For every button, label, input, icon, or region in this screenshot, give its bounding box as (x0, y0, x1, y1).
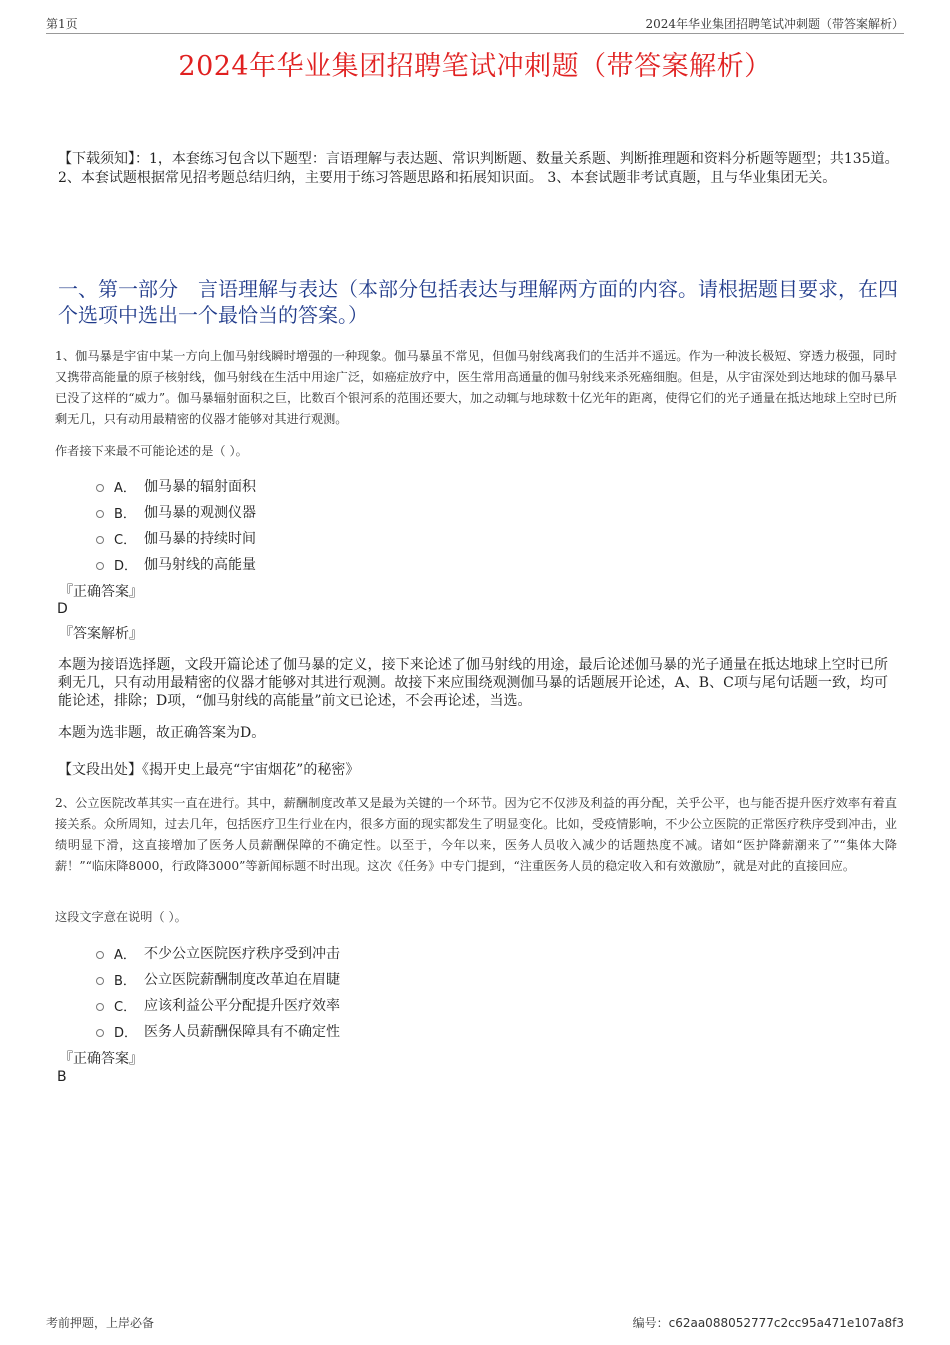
option-text: 医务人员薪酬保障具有不确定性 (144, 1024, 340, 1040)
question-1-option-a[interactable] (96, 473, 256, 499)
question-1-source: 【文段出处】《揭开史上最亮“宇宙烟花”的秘密》 (58, 762, 360, 778)
option-letter: B． (114, 973, 136, 989)
question-1-options (96, 473, 256, 577)
option-text: 伽马射线的高能量 (144, 557, 256, 573)
question-1-option-c[interactable] (96, 525, 256, 551)
header-rule (46, 33, 904, 34)
question-2-passage: 2、公立医院改革其实一直在进行。其中，薪酬制度改革又是最为关键的一个环节。因为它不仅涉及利益的再分配，关乎公平，也与能否提升医疗效率有着直接关系。众所周知，过去几年，包括医疗卫生行业在内，很多方面的现实都发生了明显变化。比如，受疫情影响，不少公立医院的正常医疗秩序受到冲击，业绩明显下滑，这直接增加了医务人员薪酬保障的不确定性。以至于，今年以来，医务人员收入减少的话题热度不减。诸如“医护降薪潮来了”“集体大降薪！”“临床降8000，行政降3000”等新闻标题不时出现。这次《任务》中专门提到，“注重医务人员的稳定收入和有效激励”，就是对此的直接回应。 (55, 796, 897, 873)
footer-code (633, 1314, 904, 1331)
option-text: 伽马暴的辐射面积 (144, 479, 256, 495)
question-1-conclusion: 本题为选非题，故正确答案为D。 (58, 725, 266, 741)
question-2-option-b[interactable] (96, 966, 340, 992)
question-1-option-b[interactable] (96, 499, 256, 525)
option-letter: C． (114, 999, 137, 1015)
question-2-answer-label: 『正确答案』 (59, 1051, 143, 1067)
question-1-answer-label: 『正确答案』 (59, 584, 143, 600)
radio-icon[interactable] (96, 536, 104, 544)
option-text: 公立医院薪酬制度改革迫在眉睫 (144, 972, 340, 988)
question-2-option-d[interactable] (96, 1018, 340, 1044)
question-2-answer: B (57, 1069, 67, 1085)
option-text: 不少公立医院医疗秩序受到冲击 (144, 946, 340, 962)
download-notice: 【下载须知】：1，本套练习包含以下题型：言语理解与表达题、常识判断题、数量关系题、判断推理题和资料分析题等题型；共135道。 2、本套试题根据常见招考题总结归纳，主要用于练习答题思路和拓展知识面。 3、本套试题非考试真题，且与华业集团无关。 (58, 151, 899, 186)
option-text: 伽马暴的持续时间 (144, 531, 256, 547)
running-header-title: 2024年华业集团招聘笔试冲刺题（带答案解析） (645, 17, 904, 31)
radio-icon[interactable] (96, 510, 104, 518)
question-1-stem: 作者接下来最不可能论述的是（ ）。 (55, 444, 248, 458)
radio-icon[interactable] (96, 562, 104, 570)
section-heading: 一、第一部分 言语理解与表达（本部分包括表达与理解两方面的内容。请根据题目要求，在四个选项中选出一个最恰当的答案。） (58, 277, 898, 327)
question-2-stem: 这段文字意在说明（ ）。 (55, 910, 187, 924)
page-number: 第1页 (46, 17, 78, 31)
footer-code-value: c62aa088052777c2cc95a471e107a8f3 (668, 1316, 904, 1330)
option-text: 伽马暴的观测仪器 (144, 505, 256, 521)
option-letter: D． (114, 1025, 138, 1041)
footer-slogan: 考前押题，上岸必备 (46, 1316, 155, 1330)
question-1-option-d[interactable] (96, 551, 256, 577)
question-2-option-a[interactable] (96, 940, 340, 966)
radio-icon[interactable] (96, 951, 104, 959)
page-title: 2024年华业集团招聘笔试冲刺题（带答案解析） (178, 51, 772, 82)
question-2-option-c[interactable] (96, 992, 340, 1018)
radio-icon[interactable] (96, 1029, 104, 1037)
footer-code-label: 编号： (632, 1316, 669, 1330)
radio-icon[interactable] (96, 1003, 104, 1011)
option-letter: A． (114, 947, 136, 963)
question-1-analysis-label: 『答案解析』 (59, 626, 143, 642)
question-2-options (96, 940, 340, 1044)
radio-icon[interactable] (96, 484, 104, 492)
option-letter: D． (114, 558, 138, 574)
radio-icon[interactable] (96, 977, 104, 985)
option-text: 应该利益公平分配提升医疗效率 (144, 998, 340, 1014)
option-letter: C． (114, 532, 137, 548)
option-letter: A． (114, 480, 136, 496)
option-letter: B． (114, 506, 136, 522)
question-1-analysis: 本题为接语选择题，文段开篇论述了伽马暴的定义，接下来论述了伽马射线的用途，最后论述伽马暴的光子通量在抵达地球上空时已所剩无几，只有动用最精密的仪器才能够对其进行观测。故接下来应围绕观测伽马暴的话题展开论述，A、B、C项与尾句话题一致，均可能论述，排除；D项，“伽马射线的高能量”前文已论述，不会再论述，当选。 (58, 657, 888, 709)
question-1-passage: 1、伽马暴是宇宙中某一方向上伽马射线瞬时增强的一种现象。伽马暴虽不常见，但伽马射线离我们的生活并不遥远。作为一种波长极短、穿透力极强，同时又携带高能量的原子核射线，伽马射线在生活中用途广泛，如癌症放疗中，医生常用高通量的伽马射线来杀死癌细胞。但是，从宇宙深处到达地球的伽马暴早已没了这样的“威力”。伽马暴辐射面积之巨，比数百个银河系的范围还要大，加之动辄与地球数十亿光年的距离，使得它们的光子通量在抵达地球上空时已所剩无几，只有动用最精密的仪器才能够对其进行观测。 (55, 349, 897, 426)
question-1-answer: D (57, 601, 68, 617)
